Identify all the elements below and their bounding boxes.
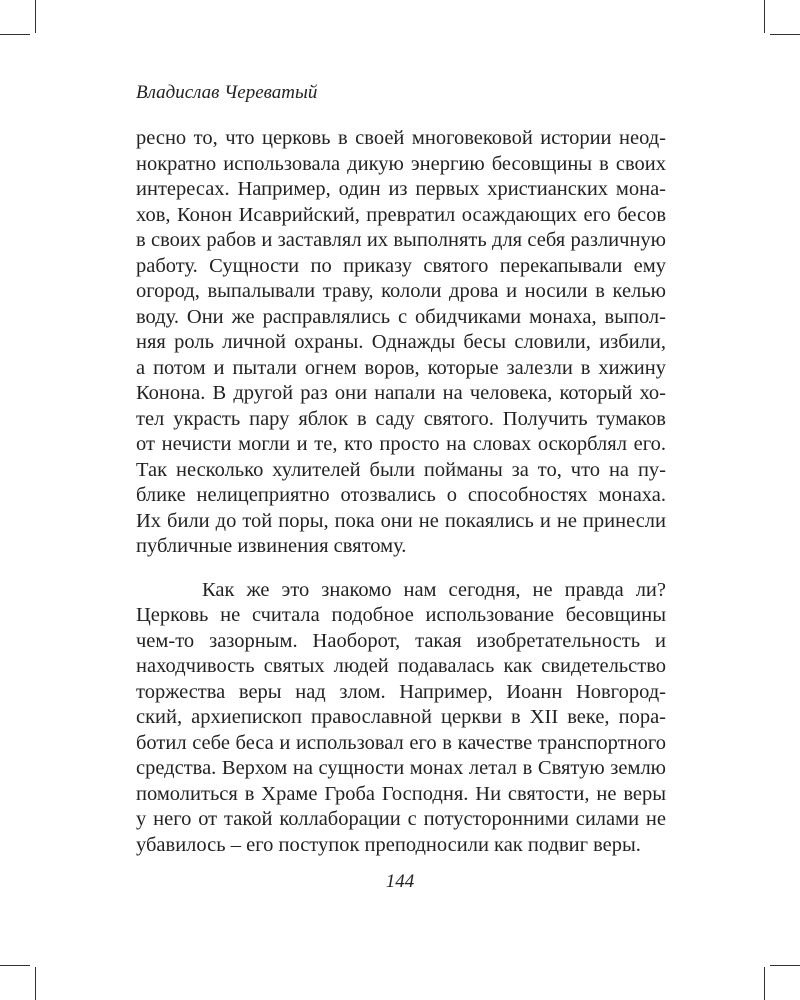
text-line: работу. Сущности по приказу святого перекапывали ему xyxy=(136,254,666,277)
crop-mark-top-left-vertical xyxy=(35,0,36,33)
text-line: Их били до той поры, пока они не покаялись и не принесли xyxy=(136,509,666,532)
text-line: хов, Конон Исаврийский, превратил осаждающих его бесов xyxy=(136,203,666,226)
text-line: Так несколько хулителей были пойманы за то, что на пу- xyxy=(136,458,666,481)
text-line: Конона. В другой раз они напали на человека, который хо- xyxy=(136,382,666,404)
text-line: чем-то зазорным. Наоборот, такая изобретательность и xyxy=(136,629,666,652)
crop-mark-bottom-right-vertical xyxy=(764,967,765,1000)
text-line: убавилось – его поступок преподносили как подвиг веры. xyxy=(136,833,641,856)
text-line: ский, архиепископ православной церкви в XII веке, пора- xyxy=(136,706,666,728)
crop-mark-bottom-left-vertical xyxy=(35,967,36,1000)
text-line: публичные извинения святому. xyxy=(136,535,407,557)
text-line: а потом и пытали огнем воров, которые залезли в хижину xyxy=(136,356,666,379)
crop-mark-top-right-vertical xyxy=(764,0,765,33)
text-line: ботил себе беса и использовал его в качестве транспортного xyxy=(136,731,666,754)
text-line: нократно использовала дикую энергию бесовщины в своих xyxy=(136,152,666,175)
paragraph xyxy=(136,126,666,560)
text-line: воду. Они же расправлялись с обидчиками монаха, выпол- xyxy=(136,305,666,328)
text-line: от нечисти могли и те, кто просто на словах оскорблял его. xyxy=(136,433,666,455)
text-line: торжества веры над злом. Например, Иоанн Новгород- xyxy=(136,680,666,703)
text-line: находчивость святых людей подавалась как свидетельство xyxy=(136,655,666,677)
text-line: тел украсть пару яблок в саду святого. Получить тумаков xyxy=(136,407,666,430)
crop-mark-top-right-horizontal xyxy=(770,34,800,35)
text-line: блике нелицеприятно отозвались о способностях монаха. xyxy=(136,484,666,506)
text-line: у него от такой коллаборации с потусторонними силами не xyxy=(136,808,666,830)
crop-mark-bottom-left-horizontal xyxy=(0,965,30,966)
page-number: 144 xyxy=(385,871,415,892)
text-line: Как же это знакомо нам сегодня, не правда ли? xyxy=(202,578,666,601)
text-line: интересах. Например, один из первых христианских мона- xyxy=(136,178,666,200)
running-header: Владислав Череватый xyxy=(136,82,318,103)
paragraph xyxy=(136,578,666,859)
text-line: ресно то, что церковь в своей многовековой истории неод- xyxy=(136,127,666,149)
crop-mark-top-left-horizontal xyxy=(0,34,30,35)
text-line: Церковь не считала подобное использование бесовщины xyxy=(136,604,666,626)
paragraph-gap xyxy=(136,560,666,578)
text-line: огород, выпалывали траву, кололи дрова и носили в келью xyxy=(136,280,666,302)
text-line: в своих рабов и заставлял их выполнять для себя различную xyxy=(136,229,666,251)
body-text xyxy=(136,126,666,858)
text-line: няя роль личной охраны. Однажды бесы словили, избили, xyxy=(136,331,666,353)
text-line: помолиться в Храме Гроба Господня. Ни святости, не веры xyxy=(136,782,666,805)
text-line: средства. Верхом на сущности монах летал в Святую землю xyxy=(136,757,666,779)
crop-mark-bottom-right-horizontal xyxy=(770,965,800,966)
